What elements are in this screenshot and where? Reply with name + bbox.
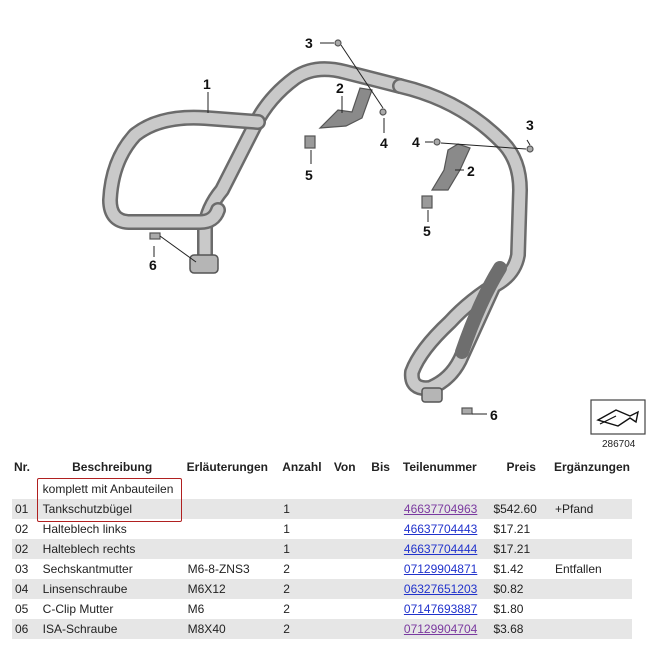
cell-erlaeuterungen: M6-8-ZNS3 xyxy=(187,562,250,576)
cell-beschreibung: Linsenschraube xyxy=(40,579,185,599)
table-header-row xyxy=(12,457,632,479)
cell-bis xyxy=(369,559,401,579)
cell-ergaenzungen xyxy=(552,519,632,539)
cell-bis xyxy=(369,619,401,639)
header-anzahl: Anzahl xyxy=(282,460,322,474)
header-von: Von xyxy=(333,460,356,474)
cell-erlaeuterungen: M6X12 xyxy=(185,579,281,599)
callout-label: 4 xyxy=(380,135,388,151)
cell-anzahl: 2 xyxy=(280,619,332,639)
parts-table xyxy=(12,457,632,639)
header-teilenummer: Teilenummer xyxy=(402,460,477,474)
cell-von xyxy=(332,559,369,579)
cell-bis xyxy=(369,499,401,519)
cell-von xyxy=(332,599,369,619)
callout-label: 4 xyxy=(412,134,420,150)
cell-anzahl: 1 xyxy=(283,522,290,536)
part-number-link[interactable]: 07147693887 xyxy=(403,602,478,616)
table-row xyxy=(12,579,632,599)
cell-preis: $17.21 xyxy=(493,522,531,536)
next-view-arrow-icon[interactable] xyxy=(591,400,645,434)
cell-preis: $3.68 xyxy=(490,619,552,639)
cell-ergaenzungen xyxy=(552,619,632,639)
header-preis: Preis xyxy=(506,460,536,474)
header-erlaeuterungen: Erläuterungen xyxy=(186,460,268,474)
cell-ergaenzungen: +Pfand xyxy=(552,499,632,519)
cell-ergaenzungen xyxy=(552,579,632,599)
table-row xyxy=(12,559,632,579)
table-row xyxy=(12,599,632,619)
header-nr: Nr. xyxy=(14,460,31,474)
cell-anzahl: 2 xyxy=(283,562,290,576)
header-bis: Bis xyxy=(371,460,390,474)
part-number-link[interactable]: 06327651203 xyxy=(403,582,478,596)
cell-von xyxy=(332,619,369,639)
cell-bis xyxy=(369,539,401,559)
cell-erlaeuterungen xyxy=(185,499,281,519)
cell-ergaenzungen xyxy=(552,599,632,619)
table-row xyxy=(12,539,632,559)
cell-preis: $1.42 xyxy=(493,562,524,576)
cell-beschreibung: Tankschutzbügel xyxy=(40,499,185,519)
table-row xyxy=(12,499,632,519)
cell-beschreibung: Halteblech rechts xyxy=(40,539,185,559)
cell-beschreibung: Halteblech links xyxy=(42,522,127,536)
cell-von xyxy=(332,539,369,559)
cell-nr: 02 xyxy=(12,539,40,559)
cell-anzahl: 2 xyxy=(280,579,332,599)
header-ergaenzungen: Ergänzungen xyxy=(553,460,630,474)
cell-preis: $1.80 xyxy=(493,602,524,616)
table-row xyxy=(12,619,632,639)
header-beschreibung: Beschreibung xyxy=(72,460,153,474)
part-number-link[interactable]: 46637704443 xyxy=(403,522,478,536)
cell-erlaeuterungen: M8X40 xyxy=(185,619,281,639)
callout-label: 3 xyxy=(526,117,534,133)
cell-erlaeuterungen: M6 xyxy=(187,602,205,616)
cell-anzahl: 1 xyxy=(280,499,332,519)
note-text: komplett mit Anbauteilen xyxy=(42,482,174,496)
callout-label: 2 xyxy=(467,163,475,179)
cell-anzahl: 1 xyxy=(280,539,332,559)
cell-ergaenzungen xyxy=(552,539,632,559)
cell-anzahl: 2 xyxy=(283,602,290,616)
part-number-link[interactable]: 46637704963 xyxy=(403,502,478,516)
cell-nr: 04 xyxy=(12,579,40,599)
cell-von xyxy=(332,579,369,599)
cell-nr: 06 xyxy=(12,619,40,639)
cell-erlaeuterungen xyxy=(185,539,281,559)
callout-label: 1 xyxy=(203,76,211,92)
cell-beschreibung: C-Clip Mutter xyxy=(42,602,114,616)
cell-preis: $17.21 xyxy=(490,539,552,559)
table-note-row xyxy=(12,479,632,499)
callout-label: 5 xyxy=(305,167,313,183)
callout-label: 5 xyxy=(423,223,431,239)
cell-nr: 05 xyxy=(15,602,29,616)
callout-label: 2 xyxy=(336,80,344,96)
cell-erlaeuterungen xyxy=(185,519,281,539)
cell-nr: 03 xyxy=(15,562,29,576)
cell-bis xyxy=(369,519,401,539)
cell-von xyxy=(332,499,369,519)
cell-nr: 01 xyxy=(12,499,40,519)
callout-label: 6 xyxy=(490,407,498,423)
table-row xyxy=(12,519,632,539)
cell-bis xyxy=(369,579,401,599)
cell-bis xyxy=(369,599,401,619)
callout-label: 6 xyxy=(149,257,157,273)
part-number-link[interactable]: 07129904871 xyxy=(403,562,478,576)
image-code: 286704 xyxy=(602,439,636,450)
cell-preis: $542.60 xyxy=(490,499,552,519)
part-number-link[interactable]: 07129904704 xyxy=(403,622,478,636)
cell-preis: $0.82 xyxy=(490,579,552,599)
part-number-link[interactable]: 46637704444 xyxy=(403,542,478,556)
cell-ergaenzungen: Entfallen xyxy=(554,562,602,576)
cell-beschreibung: Sechskantmutter xyxy=(42,562,133,576)
cell-von xyxy=(332,519,369,539)
cell-nr: 02 xyxy=(15,522,29,536)
cell-beschreibung: ISA-Schraube xyxy=(40,619,185,639)
callout-label: 3 xyxy=(305,35,313,51)
